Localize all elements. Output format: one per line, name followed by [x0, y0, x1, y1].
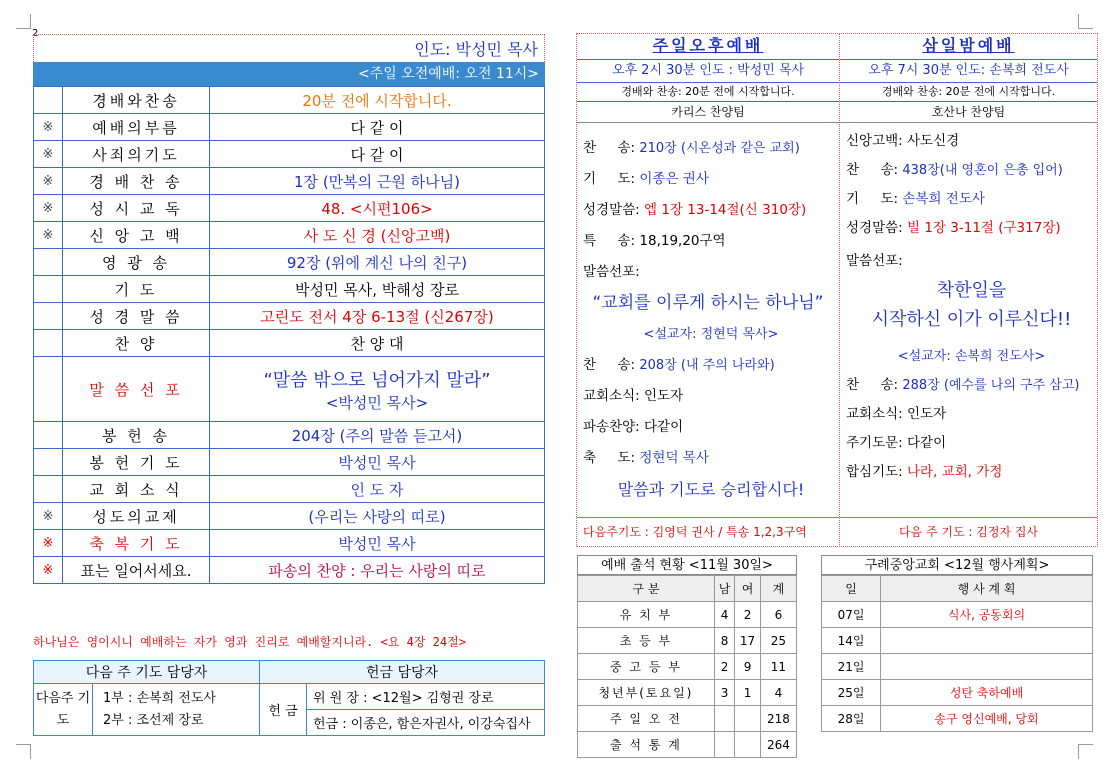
- order-item: 영 광 송: [63, 249, 210, 276]
- order-item: 교 회 소 식: [63, 476, 210, 503]
- order-value: 인 도 자: [210, 476, 545, 503]
- standing-mark: [34, 330, 63, 357]
- afternoon-scripture: 엡 1장 13-14절(신 310장): [644, 202, 807, 218]
- attendance-cell: [735, 706, 761, 732]
- attendance-cell: 6: [760, 602, 796, 628]
- order-row: [34, 276, 545, 303]
- duty-label: 다음주 기 도: [34, 684, 93, 736]
- wednesday-prayer: 손복희 전도사: [902, 191, 985, 207]
- leader-text: 인도: 박성민 목사: [414, 40, 538, 59]
- offering-label: 헌 금: [260, 684, 307, 736]
- wednesday-title: 삼일밤예배: [922, 36, 1015, 55]
- attendance-cell: 1: [735, 680, 761, 706]
- offering-people: 헌금 : 이종은, 함은자권사, 이강숙집사: [307, 710, 545, 736]
- scripture-label: 성경말씀:: [846, 220, 903, 236]
- attendance-cell: 출 석 통 계: [578, 732, 715, 758]
- service-header: <주일 오전예배: 오전 11시>: [33, 62, 545, 86]
- order-item: 성 시 교 독: [63, 195, 210, 222]
- attendance-table: [577, 575, 797, 758]
- standing-mark: ※: [34, 114, 63, 141]
- plan-row: [822, 680, 1093, 706]
- attendance-header: 구 분: [578, 576, 715, 602]
- attendance-row: [578, 706, 797, 732]
- order-item: 사죄의기도: [63, 141, 210, 168]
- sending-hymn: 파송의 찬양 : 우리는 사랑의 띠로: [210, 557, 545, 584]
- order-row: [34, 222, 545, 249]
- duty-table: [33, 660, 545, 736]
- standing-mark: ※: [34, 195, 63, 222]
- order-row: [34, 330, 545, 357]
- attendance-row: [578, 654, 797, 680]
- order-value: 48. <시편106>: [210, 195, 545, 222]
- attendance-cell: 중 고 등 부: [578, 654, 715, 680]
- crop-mark: [16, 744, 31, 759]
- order-row: [34, 476, 545, 503]
- afternoon-next: 다음주기도 : 김영덕 권사 / 특송 1,2,3구역: [577, 517, 839, 545]
- order-value: (우리는 사랑의 띠로): [210, 503, 545, 530]
- order-value: 1장 (만복의 근원 하나님): [210, 168, 545, 195]
- offering-duty-header: 헌금 담당자: [260, 661, 545, 684]
- attendance-title: 예배 출석 현황 <11월 30일>: [577, 555, 797, 575]
- afternoon-news: 교회소식: 인도자: [583, 388, 684, 404]
- wednesday-time: 오후 7시 30분 인도: 손복희 전도사: [840, 60, 1097, 83]
- order-row: [34, 168, 545, 195]
- attendance-cell: 3: [714, 680, 734, 706]
- together-label: 합심기도:: [846, 464, 903, 480]
- order-row: [34, 249, 545, 276]
- plan-cell: [881, 654, 1093, 680]
- duty-lines: [93, 684, 260, 736]
- plan-table: [821, 575, 1093, 732]
- plan-row: [822, 628, 1093, 654]
- order-value: 찬 양 대: [210, 330, 545, 357]
- committee: 위 원 장 : <12월> 김형권 장로: [307, 684, 545, 710]
- standing-mark: ※: [34, 141, 63, 168]
- hymn2-label: 찬 송:: [583, 357, 636, 373]
- standing-mark: [34, 87, 63, 114]
- crop-mark: [16, 14, 31, 29]
- attendance-row: [578, 628, 797, 654]
- afternoon-preacher: <설교자: 정현덕 목사>: [643, 327, 779, 342]
- attendance-cell: 주 일 오 전: [578, 706, 715, 732]
- sermon-item: 말 씀 선 포: [63, 357, 210, 422]
- standing-mark: [34, 249, 63, 276]
- wednesday-hymn: 438장(내 영혼이 은총 입어): [902, 163, 1063, 178]
- attendance-cell: 25: [760, 628, 796, 654]
- attendance-row: [578, 732, 797, 758]
- special-label: 특 송:: [583, 233, 636, 249]
- attendance-row: [578, 602, 797, 628]
- sermon-row: [34, 357, 545, 422]
- plan-cell: 송구 영신예배, 당회: [881, 706, 1093, 732]
- order-value: 92장 (위에 계신 나의 친구): [210, 249, 545, 276]
- attendance-cell: 4: [760, 680, 796, 706]
- plan-cell: 21일: [822, 654, 881, 680]
- wednesday-hymn2: 288장 (예수를 나의 구주 삼고): [902, 378, 1080, 393]
- attendance-cell: 8: [714, 628, 734, 654]
- scripture-label: 성경말씀:: [583, 202, 640, 218]
- afternoon-blessing: 정현덕 목사: [639, 450, 709, 466]
- blessing-label: 축 도:: [583, 450, 636, 466]
- attendance-cell: 218: [760, 706, 796, 732]
- afternoon-time: 오후 2시 30분 인도 : 박성민 목사: [577, 60, 839, 83]
- afternoon-sermon-title: “교회를 이루게 하시는 하나님”: [592, 293, 824, 313]
- order-item: 찬 양: [63, 330, 210, 357]
- standing-mark: [34, 422, 63, 449]
- order-value: 박성민 목사: [210, 530, 545, 557]
- plan-cell: 25일: [822, 680, 881, 706]
- wednesday-sermon-line1: 착한일을: [936, 280, 1007, 301]
- plan-title: 구례중앙교회 <12월 행사계획>: [821, 555, 1093, 575]
- afternoon-praise: 경배와 찬송: 20분 전에 시작합니다.: [577, 83, 839, 102]
- afternoon-slogan: 말씀과 기도로 승리합시다!: [617, 480, 805, 499]
- prayer-label: 기 도:: [846, 191, 899, 207]
- attendance-cell: 청년부(토요일): [578, 680, 715, 706]
- attendance-cell: 4: [714, 602, 734, 628]
- wednesday-together: 나라, 교회, 가정: [907, 464, 1003, 480]
- standing-mark: ※: [34, 222, 63, 249]
- standing-mark: ※: [34, 168, 63, 195]
- wednesday-scripture: 빌 1장 3-11절 (구317장): [907, 220, 1061, 236]
- order-row: [34, 87, 545, 114]
- order-value: 다 같 이: [210, 141, 545, 168]
- order-value: 20분 전에 시작합니다.: [210, 87, 545, 114]
- worship-order-table: [33, 86, 545, 584]
- leader-line: [33, 34, 545, 62]
- attendance-cell: [714, 706, 734, 732]
- crop-mark: [1078, 14, 1093, 29]
- plan-cell: 07일: [822, 602, 881, 628]
- attendance-cell: 2: [714, 654, 734, 680]
- hymn-label: 찬 송:: [846, 162, 899, 178]
- afternoon-hymn2: 208장 (내 주의 나라와): [639, 358, 775, 373]
- plan-header: 행 사 계 획: [881, 576, 1093, 602]
- standing-note: 표는 일어서세요.: [63, 557, 210, 584]
- order-item: 신 앙 고 백: [63, 222, 210, 249]
- plan-row: [822, 602, 1093, 628]
- crop-mark: [1078, 744, 1093, 759]
- hymn2-label: 찬 송:: [846, 377, 899, 393]
- order-item: 기 도: [63, 276, 210, 303]
- hymn-label: 찬 송:: [583, 140, 636, 156]
- afternoon-prayer: 이종은 권사: [639, 171, 709, 187]
- wednesday-creed: 신앙고백: 사도신경: [846, 133, 960, 149]
- attendance-cell: 유 치 부: [578, 602, 715, 628]
- order-item: 봉 헌 기 도: [63, 449, 210, 476]
- order-item: 봉 헌 송: [63, 422, 210, 449]
- afternoon-hymn: 210장 (시온성과 같은 교회): [639, 141, 800, 156]
- order-row: [34, 303, 545, 330]
- order-item: 성도의교제: [63, 503, 210, 530]
- standing-mark: [34, 449, 63, 476]
- order-item: 경배와찬송: [63, 87, 210, 114]
- order-item: 경 배 찬 송: [63, 168, 210, 195]
- afternoon-special: 18,19,20구역: [639, 233, 726, 249]
- standing-mark: [34, 303, 63, 330]
- attendance-cell: 17: [735, 628, 761, 654]
- plan-cell: 14일: [822, 628, 881, 654]
- afternoon-service: [577, 33, 839, 505]
- attendance-header: 여: [735, 576, 761, 602]
- wednesday-lords-prayer: 주기도문: 다같이: [846, 435, 947, 451]
- plan-cell: [881, 628, 1093, 654]
- order-row: [34, 503, 545, 530]
- order-row: [34, 530, 545, 557]
- afternoon-title: 주일오후예배: [652, 36, 764, 55]
- plan-cell: 식사, 공동회의: [881, 602, 1093, 628]
- attendance-header: 계: [760, 576, 796, 602]
- duty-line2: 2부 : 조선제 장로: [103, 712, 204, 728]
- order-row: [34, 422, 545, 449]
- attendance-cell: 2: [735, 602, 761, 628]
- page-number: 2: [32, 28, 39, 39]
- standing-mark: [34, 476, 63, 503]
- order-row: [34, 114, 545, 141]
- wednesday-preacher: <설교자: 손복희 전도사>: [897, 349, 1046, 364]
- standing-mark: ※: [34, 530, 63, 557]
- order-item: 성 경 말 씀: [63, 303, 210, 330]
- wednesday-sermon-line2: 시작하신 이가 이루신다!!: [871, 309, 1072, 330]
- attendance-cell: 9: [735, 654, 761, 680]
- attendance-cell: [714, 732, 734, 758]
- order-value: 박성민 목사: [210, 449, 545, 476]
- order-value: 204장 (주의 말씀 듣고서): [210, 422, 545, 449]
- order-row: [34, 449, 545, 476]
- sermon-value: [210, 357, 545, 422]
- sermon-label: 말씀선포:: [846, 253, 903, 269]
- plan-row: [822, 706, 1093, 732]
- attendance-cell: 초 등 부: [578, 628, 715, 654]
- sermon-preacher: <박성민 목사>: [325, 393, 429, 412]
- order-value: 고린도 전서 4장 6-13절 (신267장): [210, 303, 545, 330]
- prayer-label: 기 도:: [583, 171, 636, 187]
- order-value: 박성민 목사, 박해성 장로: [210, 276, 545, 303]
- order-item: 축 복 기 도: [63, 530, 210, 557]
- attendance-cell: 264: [760, 732, 796, 758]
- prayer-duty-header: 다음 주 기도 담당자: [34, 661, 260, 684]
- plan-row: [822, 654, 1093, 680]
- order-value: 사 도 신 경 (신앙고백): [210, 222, 545, 249]
- order-row: [34, 557, 545, 584]
- afternoon-team: 카리스 찬양팀: [577, 102, 839, 123]
- wednesday-next: 다음 주 기도 : 김정자 집사: [840, 517, 1097, 545]
- wednesday-praise: 경배와 찬송: 20분 전에 시작합니다.: [840, 83, 1097, 102]
- standing-mark: [34, 357, 63, 422]
- order-row: [34, 141, 545, 168]
- sermon-title: “말씀 밖으로 넘어가지 말라”: [263, 369, 491, 391]
- standing-mark: ※: [34, 557, 63, 584]
- attendance-header: 남: [714, 576, 734, 602]
- order-value: 다 같 이: [210, 114, 545, 141]
- standing-mark: ※: [34, 503, 63, 530]
- wednesday-news: 교회소식: 인도자: [846, 406, 947, 422]
- sermon-label: 말씀선포:: [583, 264, 640, 280]
- order-row: [34, 195, 545, 222]
- plan-cell: 28일: [822, 706, 881, 732]
- standing-mark: [34, 276, 63, 303]
- attendance-cell: [735, 732, 761, 758]
- plan-cell: 성탄 축하예배: [881, 680, 1093, 706]
- attendance-row: [578, 680, 797, 706]
- afternoon-sending: 파송찬양: 다같이: [583, 419, 684, 435]
- attendance-cell: 11: [760, 654, 796, 680]
- wednesday-team: 호산나 찬양팀: [840, 102, 1097, 123]
- order-item: 예배의부름: [63, 114, 210, 141]
- duty-line1: 1부 : 손복희 전도사: [103, 690, 216, 706]
- plan-header: 일: [822, 576, 881, 602]
- verse-text: 하나님은 영이시니 예배하는 자가 영과 진리로 예배할지니라. <요 4장 24절>: [33, 635, 466, 649]
- wednesday-service: [840, 33, 1097, 487]
